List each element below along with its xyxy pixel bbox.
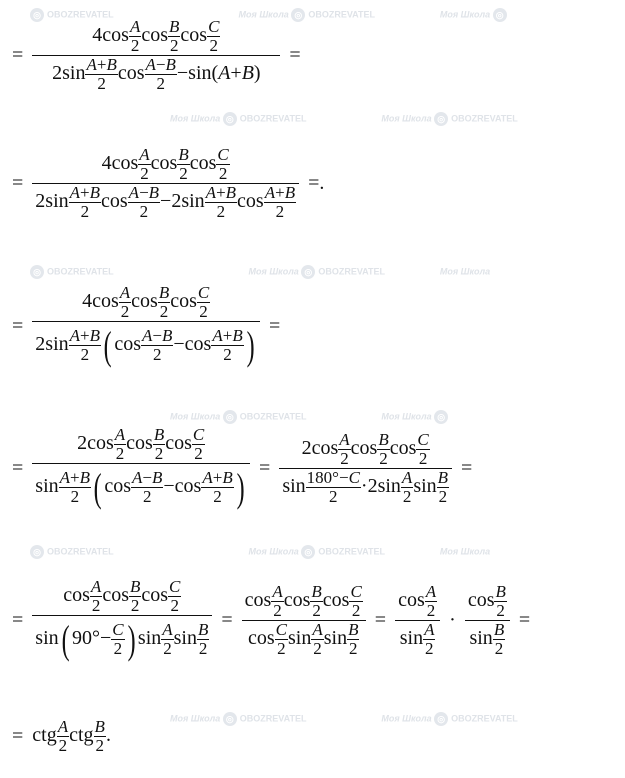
watermark-logo-icon: ◎ (223, 410, 237, 424)
equation-line-1: = 4cos $\frac{A}{2}$ cos $\frac{B}{2}$ cos $\frac{C}{2}$ 2sin $\frac{A+B}{2}$ cos $\frac{A-B}{2}$ −sin(A+B) = (12, 17, 301, 93)
fraction-4b: 2cos $\frac{A}{2}$ cos $\frac{B}{2}$ cos $\frac{C}{2}$ sin $\frac{180^\circ-C}{2}$ ·2sin $\frac{A}{2}$ sin $\frac{B}{2}$ (279, 431, 452, 506)
watermark-logo-icon: ◎ (291, 8, 305, 22)
fraction-5b: cos $\frac{A}{2}$ cos $\frac{B}{2}$ cos $\frac{C}{2}$ cos $\frac{C}{2}$ sin $\frac{A}{2}$ sin $\frac{B}{2}$ (242, 583, 366, 658)
watermark-logo-icon: ◎ (223, 112, 237, 126)
watermark-logo-icon: ◎ (301, 265, 315, 279)
fraction-4a: 2cos $\frac{A}{2}$ cos $\frac{B}{2}$ cos $\frac{C}{2}$ sin $\frac{A+B}{2}$ ( cos $\frac{A-B}{2}$ −cos $\frac{A+B}{2}$ ) (32, 426, 250, 511)
fraction-2: 4cos $\frac{A}{2}$ cos $\frac{B}{2}$ cos $\frac{C}{2}$ 2sin $\frac{A+B}{2}$ cos $\frac{A-B}{2}$ −2sin $\frac{A+B}{2}$ cos $\frac{A+B}{2}$ (32, 146, 299, 221)
watermark-row-2: Моя Школа ◎ OBOZREVATEL Моя Школа ◎ OBOZREVATEL (170, 113, 518, 124)
fraction-5c: cos $\frac{A}{2}$ sin $\frac{A}{2}$ (395, 583, 440, 658)
watermark-logo-icon: ◎ (223, 712, 237, 726)
watermark-row-5: ◎ OBOZREVATEL Моя Школа ◎ OBOZREVATEL Моя Школа (30, 545, 490, 559)
watermark-logo-icon: ◎ (30, 8, 44, 22)
watermark-logo-icon: ◎ (434, 410, 448, 424)
watermark-row-4: Моя Школа ◎ OBOZREVATEL Моя Школа ◎ (170, 410, 451, 424)
watermark-row-6: Моя Школа ◎ OBOZREVATEL Моя Школа ◎ OBOZREVATEL (170, 713, 518, 724)
watermark-logo-icon: ◎ (301, 545, 315, 559)
watermark-logo-icon: ◎ (30, 545, 44, 559)
watermark-logo-icon: ◎ (30, 265, 44, 279)
fraction-5d: cos $\frac{B}{2}$ sin $\frac{B}{2}$ (465, 583, 510, 658)
watermark-row-3: ◎ OBOZREVATEL Моя Школа ◎ OBOZREVATEL Моя Школа (30, 265, 490, 279)
fraction-5a: cos $\frac{A}{2}$ cos $\frac{B}{2}$ cos $\frac{C}{2}$ sin( 90°− $\frac{C}{2}$ ) sin $\frac{A}{2}$ sin $\frac{B}{2}$ (32, 578, 212, 663)
equation-line-2: = 4cos $\frac{A}{2}$ cos $\frac{B}{2}$ cos $\frac{C}{2}$ 2sin $\frac{A+B}{2}$ cos $\frac{A-B}{2}$ −2sin $\frac{A+B}{2}$ cos $\frac{A+B}{2}$ =. (12, 145, 325, 221)
equation-line-4: = 2cos $\frac{A}{2}$ cos $\frac{B}{2}$ cos $\frac{C}{2}$ sin $\frac{A+B}{2}$ ( cos $\frac{A-B}{2}$ −cos $\frac{A+B}{2}$ ) = 2cos $\frac{A}{2}$ cos $\frac{B}{2}$ cos $\frac{C}{2}$ sin $\frac{180^\circ-C}{2}$ ·2sin $\frac{A}{2}$ sin $\frac{B}{2}$ = (12, 425, 473, 510)
equation-line-6: = ctg $\frac{A}{2}$ ctg $\frac{B}{2}$ . (12, 717, 111, 755)
watermark-row-1: ◎ OBOZREVATEL Моя Школа ◎ OBOZREVATEL Моя Школа ◎ (30, 8, 510, 22)
fraction-3: 4cos $\frac{A}{2}$ cos $\frac{B}{2}$ cos $\frac{C}{2}$ 2sin $\frac{A+B}{2}$ ( cos $\frac{A-B}{2}$ −cos $\frac{A+B}{2}$ ) (32, 284, 260, 369)
fraction-1: 4cos $\frac{A}{2}$ cos $\frac{B}{2}$ cos $\frac{C}{2}$ 2sin $\frac{A+B}{2}$ cos $\frac{A-B}{2}$ −sin(A+B) (32, 18, 280, 93)
watermark-logo-icon: ◎ (493, 8, 507, 22)
watermark-logo-icon: ◎ (434, 112, 448, 126)
watermark-logo-icon: ◎ (434, 712, 448, 726)
equation-line-3: = 4cos $\frac{A}{2}$ cos $\frac{B}{2}$ cos $\frac{C}{2}$ 2sin $\frac{A+B}{2}$ ( cos $\frac{A-B}{2}$ −cos $\frac{A+B}{2}$ ) = (12, 283, 281, 368)
equation-line-5: = cos $\frac{A}{2}$ cos $\frac{B}{2}$ cos $\frac{C}{2}$ sin( 90°− $\frac{C}{2}$ ) sin $\frac{A}{2}$ sin $\frac{B}{2}$ = cos $\frac{A}{2}$ cos $\frac{B}{2}$ cos $\frac{C}{2}$ cos $\frac{C}{2}$ sin $\frac{A}{2}$ sin $\frac{B}{2}$ = cos $\frac{A}{2}$ sin $\frac{A}{2}$ · cos $\frac{B}{2}$ sin $\frac{B}{2}$ = (12, 577, 531, 662)
